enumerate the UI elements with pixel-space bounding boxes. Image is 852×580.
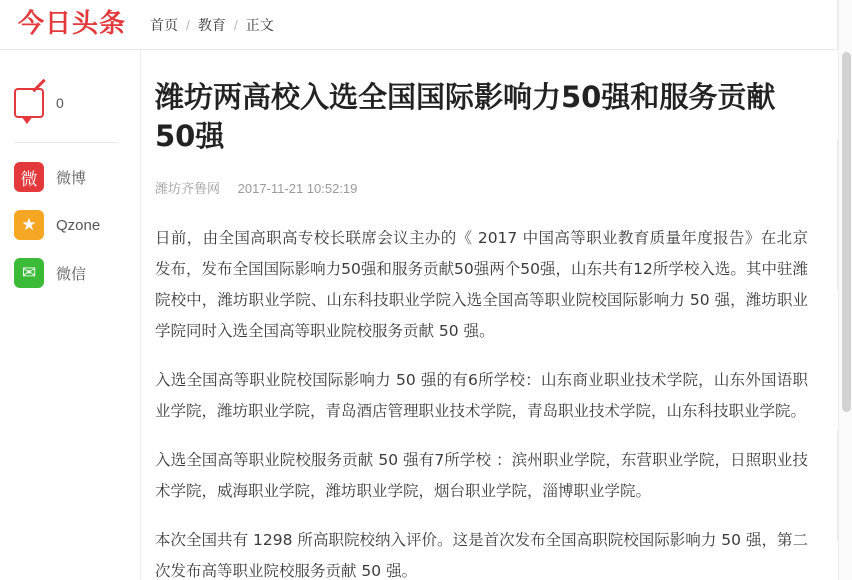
share-item-wechat[interactable]: [0, 249, 140, 297]
scrollbar-thumb[interactable]: [842, 52, 851, 412]
site-logo[interactable]: 今日头条: [18, 8, 127, 39]
share-label-qzone: Qzone: [56, 216, 101, 234]
article-paragraph: 日前，由全国高职高专校长联席会议主办的《 2017 中国高等职业教育质量年度报告》在北京发布，发布全国国际影响力50强和服务贡献50强两个50强，山东共有12所学校入选。其中驻潍院校中，潍坊职业学院、山东科技职业学院入选全国高等职业院校国际影响力 50 强，潍坊职业学院同时入选全国高等职业院校服务贡献 50 强。: [155, 229, 808, 341]
breadcrumb-separator: /: [186, 16, 190, 33]
site-header: [0, 0, 852, 50]
article-title: 潍坊两高校入选全国国际影响力50强和服务贡献50强: [155, 80, 776, 154]
breadcrumb-item-education[interactable]: 教育: [197, 16, 226, 33]
article-paragraph: 本次全国共有 1298 所高职院校纳入评价。这是首次发布全国高职院校国际影响力 50 强，第二次发布高等职业院校服务贡献 50 强。: [155, 531, 808, 580]
scrollbar-track[interactable]: [839, 0, 852, 580]
weibo-icon: 微: [14, 162, 44, 192]
sidebar-divider: [14, 142, 118, 143]
share-label-weibo: 微博: [56, 169, 87, 187]
share-sidebar: [0, 50, 140, 580]
article-container: [140, 50, 852, 580]
article-meta: [155, 178, 808, 197]
comment-edit-icon: [14, 88, 44, 118]
comment-button[interactable]: [0, 74, 140, 132]
share-item-qzone[interactable]: [0, 201, 140, 249]
wechat-icon: ✉: [14, 258, 44, 288]
right-rail: [838, 0, 852, 580]
content-area: [0, 50, 852, 580]
article-source: 潍坊齐鲁网: [155, 181, 221, 197]
breadcrumb-item-home[interactable]: 首页: [150, 16, 179, 33]
breadcrumb-item-current: 正文: [245, 16, 274, 33]
breadcrumb-separator: /: [233, 16, 238, 33]
article-paragraph: 入选全国高等职业院校服务贡献 50 强有7所学校 ：滨州职业学院，东营职业学院，日照职业技术学院，威海职业学院，潍坊职业学院，烟台职业学院，淄博职业学院。: [155, 451, 808, 501]
breadcrumb: [148, 15, 276, 35]
qzone-icon: ★: [14, 210, 44, 240]
article-timestamp: 2017-11-21 10:52:19: [237, 181, 358, 197]
share-item-weibo[interactable]: [0, 153, 140, 201]
article-paragraph: 入选全国高等职业院校国际影响力 50 强的有6所学校：山东商业职业技术学院，山东外国语职业学院，潍坊职业学院，青岛酒店管理职业技术学院，青岛职业技术学院，山东科技职业学院。: [155, 371, 808, 421]
comment-count: 0: [56, 95, 64, 111]
share-label-wechat: 微信: [56, 265, 87, 283]
